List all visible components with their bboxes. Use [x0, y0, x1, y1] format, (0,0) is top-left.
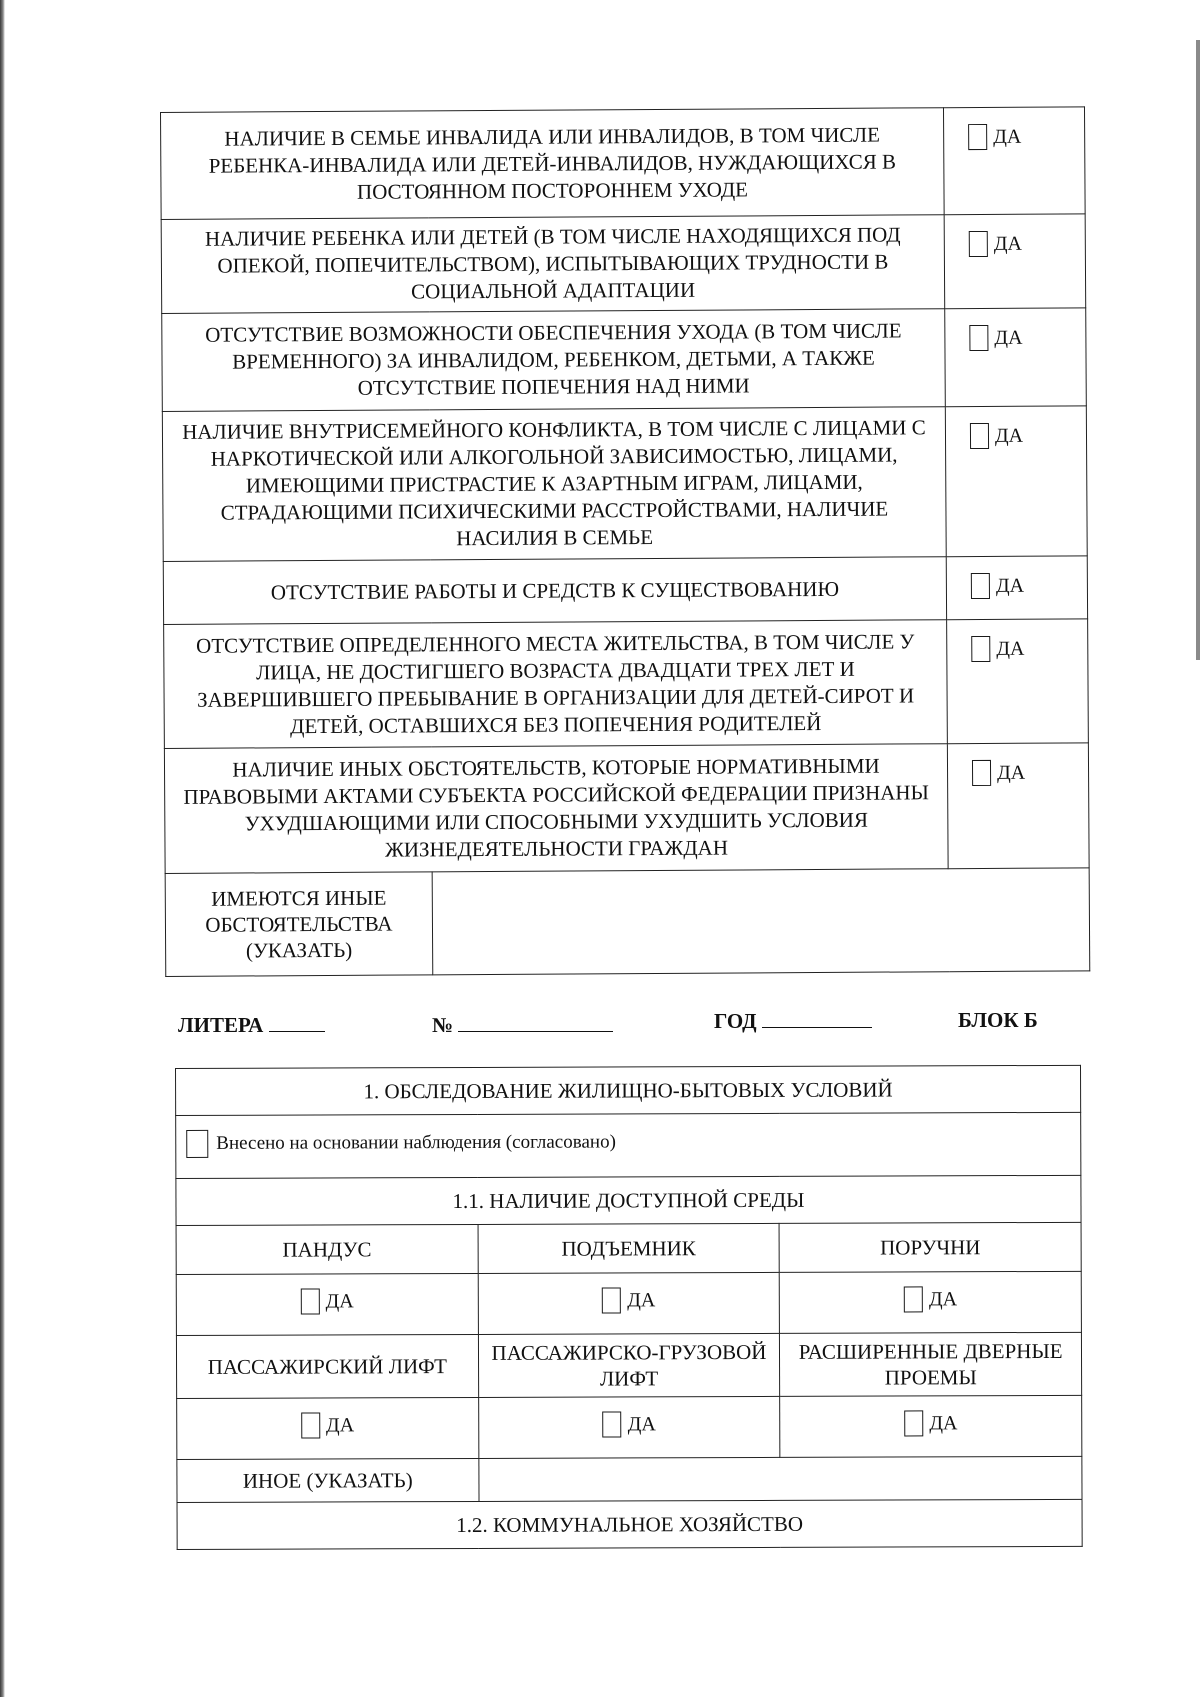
accessibility-check-row [176, 1271, 1081, 1335]
yes-checkbox[interactable] [971, 573, 990, 599]
criteria-row [161, 107, 1086, 220]
yes-option[interactable] [904, 1410, 957, 1436]
yes-label: ДА [627, 1289, 656, 1312]
block-label: БЛОК Б [958, 1008, 1038, 1032]
yes-option[interactable] [970, 423, 1023, 449]
criteria-row [161, 214, 1086, 314]
yes-label: ДА [995, 574, 1025, 597]
yes-option[interactable] [301, 1288, 354, 1314]
yes-checkbox[interactable] [301, 1288, 320, 1314]
criteria-text: НАЛИЧИЕ В СЕМЬЕ ИНВАЛИДА ИЛИ ИНВАЛИДОВ, В ТОМ ЧИСЛЕ РЕБЕНКА-ИНВАЛИДА ИЛИ ДЕТЕЙ-ИНВАЛИДОВ, НУЖДАЮЩИХСЯ В ПОСТОЯННОМ ПОСТОРОННЕМ УХОДЕ [161, 108, 945, 220]
ramp-check-cell [176, 1273, 478, 1335]
number-label: № [432, 1013, 454, 1037]
section-1-2-title: 1.2. КОММУНАЛЬНОЕ ХОЗЯЙСТВО [177, 1499, 1082, 1549]
yes-checkbox[interactable] [301, 1412, 320, 1438]
yes-checkbox[interactable] [969, 231, 988, 257]
yes-checkbox[interactable] [970, 423, 989, 449]
other-label: ИНОЕ (УКАЗАТЬ) [177, 1458, 479, 1502]
yes-label: ДА [928, 1288, 958, 1311]
lift-platform-label: ПОДЪЕМНИК [478, 1223, 780, 1273]
observed-checkbox[interactable] [186, 1130, 208, 1158]
criteria-check-cell [946, 556, 1087, 620]
criteria-text: ОТСУТСТВИЕ ОПРЕДЕЛЕННОГО МЕСТА ЖИТЕЛЬСТВА, В ТОМ ЧИСЛЕ У ЛИЦА, НЕ ДОСТИГШЕГО ВОЗРАСТА ДВАДЦАТИ ТРЕХ ЛЕТ И ЗАВЕРШИВШЕГО ПРЕБЫВАНИЕ В ОРГАНИЗАЦИИ ДЛЯ ДЕТЕЙ-СИРОТ И ДЕТЕЙ, ОСТАВШИХСЯ БЕЗ ПОПЕЧЕНИЯ РОДИТЕЛЕЙ [164, 620, 948, 749]
criteria-check-cell [945, 308, 1087, 407]
scan-fold [1196, 40, 1200, 660]
ramp-label: ПАНДУС [176, 1224, 478, 1274]
yes-option[interactable] [301, 1412, 354, 1438]
section-1-1-title: 1.1. НАЛИЧИЕ ДОСТУПНОЙ СРЕДЫ [176, 1175, 1081, 1225]
criteria-check-cell [943, 107, 1085, 215]
yes-option[interactable] [968, 124, 1021, 150]
yes-label: ДА [929, 1412, 958, 1435]
yes-checkbox[interactable] [969, 325, 988, 351]
yes-checkbox[interactable] [972, 760, 991, 786]
other-circumstances-label: ИМЕЮТСЯ ИНЫЕ ОБСТОЯТЕЛЬСТВА (УКАЗАТЬ) [165, 872, 433, 977]
litera-blank[interactable] [269, 1013, 325, 1032]
yes-label: ДА [993, 125, 1022, 148]
yes-checkbox[interactable] [904, 1286, 923, 1312]
yes-label: ДА [325, 1414, 355, 1437]
yes-label: ДА [996, 637, 1025, 660]
handrails-label: ПОРУЧНИ [779, 1222, 1081, 1272]
section-row [176, 1175, 1081, 1225]
year-label: ГОД [714, 1009, 757, 1033]
observed-row [176, 1112, 1081, 1178]
yes-option[interactable] [972, 760, 1025, 786]
observed-option[interactable] [186, 1128, 616, 1157]
criteria-check-cell [944, 214, 1086, 309]
observed-cell [176, 1112, 1081, 1178]
handrails-check-cell [780, 1271, 1082, 1333]
year-blank[interactable] [762, 1009, 872, 1028]
criteria-row [163, 556, 1087, 625]
observed-label: Внесено на основании наблюдения (согласовано) [216, 1131, 616, 1154]
criteria-row [162, 308, 1087, 412]
passenger-elevator-check-cell [177, 1397, 479, 1459]
passenger-elevator-label: ПАССАЖИРСКИЙ ЛИФТ [176, 1334, 478, 1398]
section-row [177, 1499, 1082, 1549]
yes-option[interactable] [971, 573, 1024, 599]
criteria-row [164, 743, 1089, 874]
litera-label: ЛИТЕРА [178, 1013, 264, 1037]
other-circumstances-field[interactable] [432, 868, 1090, 975]
wide-doorways-check-cell [780, 1395, 1082, 1457]
yes-label: ДА [993, 232, 1022, 255]
yes-checkbox[interactable] [968, 124, 987, 150]
year-field [714, 1009, 872, 1034]
other-row [177, 1456, 1082, 1502]
criteria-text: НАЛИЧИЕ ВНУТРИСЕМЕЙНОГО КОНФЛИКТА, В ТОМ ЧИСЛЕ С ЛИЦАМИ С НАРКОТИЧЕСКОЙ ИЛИ АЛКОГОЛЬНОЙ ЗАВИСИМОСТЬЮ, ЛИЦАМИ, ИМЕЮЩИМИ ПРИСТРАСТИЕ К АЗАРТНЫМ ИГРАМ, ЛИЦАМИ, СТРАДАЮЩИМИ ПСИХИЧЕСКИМИ РАССТРОЙСТВАМИ, НАЛИЧИЕ НАСИЛИЯ В СЕМЬЕ [162, 407, 946, 562]
number-blank[interactable] [458, 1013, 613, 1032]
freight-elevator-label: ПАССАЖИРСКО-ГРУЗОВОЙ ЛИФТ [478, 1333, 780, 1397]
yes-option[interactable] [603, 1411, 656, 1437]
yes-label: ДА [994, 424, 1024, 447]
criteria-row [164, 619, 1089, 749]
yes-option[interactable] [904, 1286, 957, 1312]
block-b-table [175, 1065, 1083, 1550]
other-field[interactable] [479, 1456, 1082, 1501]
criteria-check-cell [945, 406, 1087, 557]
lift-platform-check-cell [478, 1272, 780, 1334]
accessibility-header-row [176, 1222, 1081, 1274]
criteria-text: ОТСУТСТВИЕ ВОЗМОЖНОСТИ ОБЕСПЕЧЕНИЯ УХОДА (В ТОМ ЧИСЛЕ ВРЕМЕННОГО) ЗА ИНВАЛИДОМ, РЕБЕНКОМ, ДЕТЬМИ, А ТАКЖЕ ОТСУТСТВИЕ ПОПЕЧЕНИЯ НАД НИМИ [162, 309, 946, 412]
criteria-text: ОТСУТСТВИЕ РАБОТЫ И СРЕДСТВ К СУЩЕСТВОВАНИЮ [163, 557, 946, 625]
yes-option[interactable] [602, 1287, 655, 1313]
other-circumstances-row [165, 868, 1090, 977]
yes-label: ДА [325, 1290, 354, 1313]
section-row [176, 1065, 1081, 1115]
yes-checkbox[interactable] [971, 636, 990, 662]
yes-option[interactable] [969, 231, 1022, 257]
accessibility-check-row [177, 1395, 1082, 1459]
criteria-check-cell [947, 743, 1089, 869]
yes-option[interactable] [971, 636, 1024, 662]
section-1-title: 1. ОБСЛЕДОВАНИЕ ЖИЛИЩНО-БЫТОВЫХ УСЛОВИЙ [176, 1065, 1081, 1115]
wide-doorways-label: РАСШИРЕННЫЕ ДВЕРНЫЕ ПРОЕМЫ [780, 1332, 1082, 1396]
yes-option[interactable] [969, 325, 1022, 351]
yes-checkbox[interactable] [603, 1411, 622, 1437]
criteria-table [160, 106, 1090, 977]
yes-label: ДА [627, 1413, 656, 1436]
criteria-check-cell [947, 619, 1089, 744]
criteria-text: НАЛИЧИЕ РЕБЕНКА ИЛИ ДЕТЕЙ (В ТОМ ЧИСЛЕ НАХОДЯЩИХСЯ ПОД ОПЕКОЙ, ПОПЕЧИТЕЛЬСТВОМ), ИСПЫТЫВАЮЩИХ ТРУДНОСТИ В СОЦИАЛЬНОЙ АДАПТАЦИИ [161, 215, 945, 314]
scan-edge [0, 0, 5, 1697]
yes-checkbox[interactable] [904, 1410, 923, 1436]
litera-field [178, 1013, 325, 1038]
freight-elevator-check-cell [478, 1396, 780, 1458]
yes-checkbox[interactable] [602, 1287, 621, 1313]
number-field [432, 1013, 613, 1038]
yes-label: ДА [996, 761, 1026, 784]
criteria-text: НАЛИЧИЕ ИНЫХ ОБСТОЯТЕЛЬСТВ, КОТОРЫЕ НОРМАТИВНЫМИ ПРАВОВЫМИ АКТАМИ СУБЪЕКТА РОССИЙСКОЙ ФЕДЕРАЦИИ ПРИЗНАНЫ УХУДШАЮЩИМИ ИЛИ СПОСОБНЫМИ УХУДШИТЬ УСЛОВИЯ ЖИЗНЕДЕЯТЕЛЬНОСТИ ГРАЖДАН [164, 744, 948, 874]
criteria-row [162, 406, 1087, 562]
yes-label: ДА [994, 326, 1023, 349]
accessibility-header-row [176, 1332, 1081, 1398]
